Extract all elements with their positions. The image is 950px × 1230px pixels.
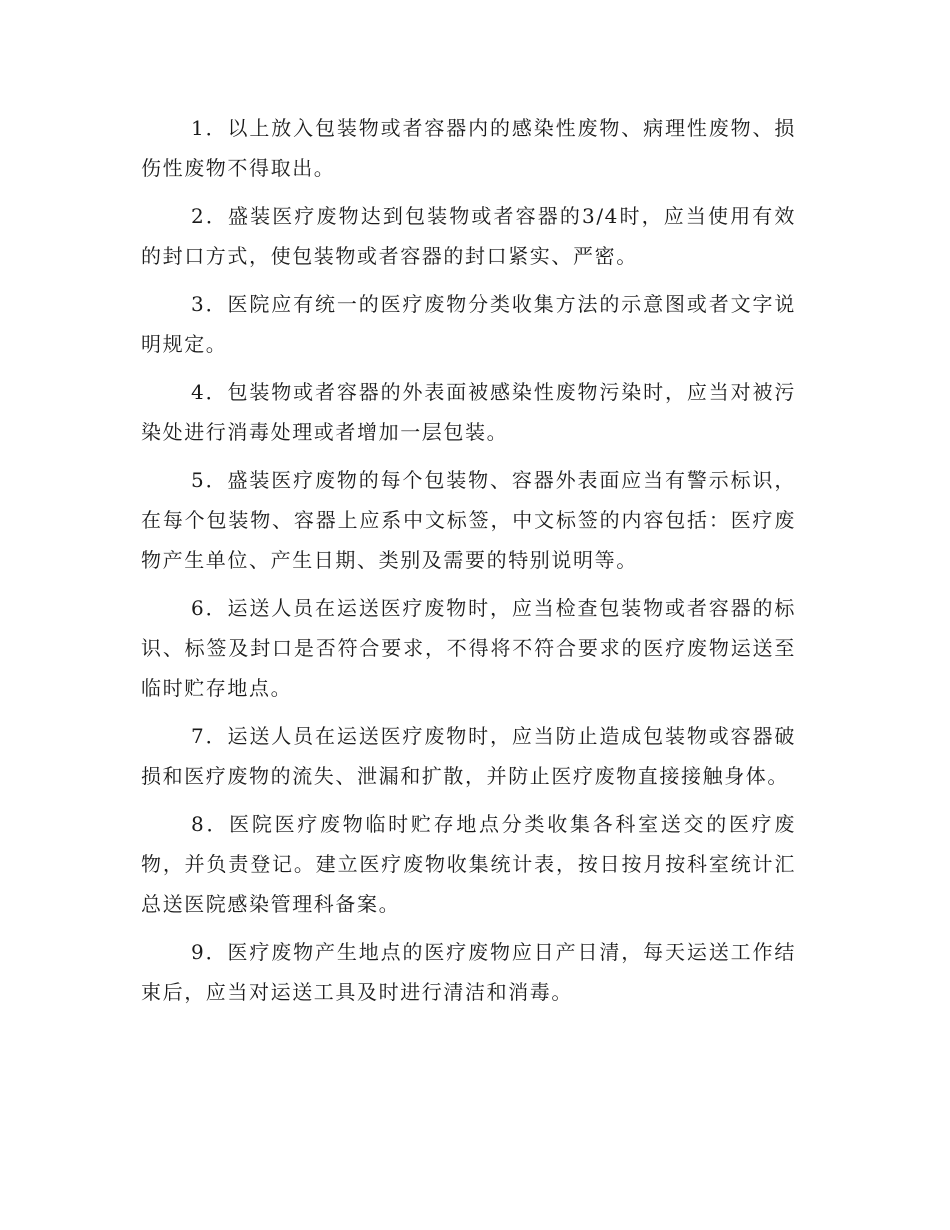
paragraph-6: 6．运送人员在运送医疗废物时，应当检查包装物或者容器的标识、标签及封口是否符合要求，不得将不符合要求的医疗废物运送至临时贮存地点。: [141, 596, 796, 700]
document-body: [141, 108, 796, 1020]
paragraph-7: 7．运送人员在运送医疗废物时，应当防止造成包装物或容器破损和医疗废物的流失、泄漏和扩散，并防止医疗废物直接接触身体。: [141, 724, 796, 788]
paragraph-8: 8．医院医疗废物临时贮存地点分类收集各科室送交的医疗废物，并负责登记。建立医疗废物收集统计表，按日按月按科室统计汇总送医院感染管理科备案。: [141, 812, 796, 916]
paragraph-1: 1．以上放入包装物或者容器内的感染性废物、病理性废物、损伤性废物不得取出。: [141, 116, 796, 180]
paragraph-2: 2．盛装医疗废物达到包装物或者容器的3/4时，应当使用有效的封口方式，使包装物或者容器的封口紧实、严密。: [141, 204, 796, 268]
paragraph-9: 9．医疗废物产生地点的医疗废物应日产日清，每天运送工作结束后，应当对运送工具及时进行清洁和消毒。: [141, 940, 796, 1004]
paragraph-3: 3．医院应有统一的医疗废物分类收集方法的示意图或者文字说明规定。: [141, 292, 796, 356]
paragraph-5: 5．盛装医疗废物的每个包装物、容器外表面应当有警示标识，在每个包装物、容器上应系中文标签，中文标签的内容包括：医疗废物产生单位、产生日期、类别及需要的特别说明等。: [141, 468, 796, 572]
paragraph-4: 4．包装物或者容器的外表面被感染性废物污染时，应当对被污染处进行消毒处理或者增加一层包装。: [141, 380, 796, 444]
